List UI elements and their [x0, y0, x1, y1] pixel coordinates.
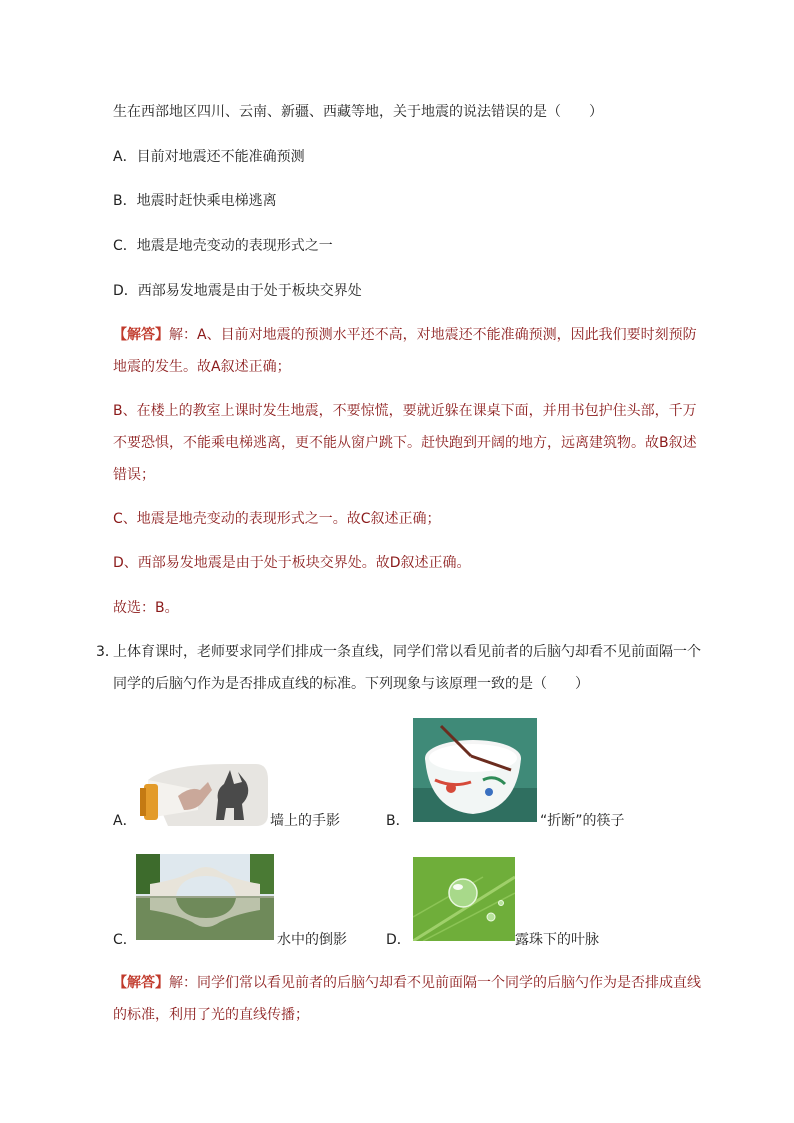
hand-shadow-image: [138, 760, 268, 828]
q2-answer-line2: 地震的发生。故A叙述正确；: [113, 359, 291, 375]
q2-answer-line1: [113, 324, 697, 344]
q2-answer-c: C、地震是地壳变动的表现形式之一。故C叙述正确；: [113, 511, 441, 527]
q3-option-b-letter: B．: [386, 813, 410, 829]
q3-stem-line2: 同学的后脑勺作为是否排成直线的标准。下列现象与该原理一致的是（ ）: [113, 676, 589, 692]
q2-option-b: B．地震时赶快乘电梯逃离: [113, 193, 277, 209]
q3-option-c-letter: C．: [113, 932, 137, 948]
q2-option-a: A．目前对地震还不能准确预测: [113, 149, 305, 165]
q2-answer-d: D、西部易发地震是由于处于板块交界处。故D叙述正确。: [113, 555, 471, 571]
answer-text: 解：A、目前对地震的预测水平还不高，对地震还不能准确预测，因此我们要时刻预防: [169, 327, 697, 343]
chopstick-bowl-image: [413, 718, 537, 822]
q2-answer-b1: B、在楼上的教室上课时发生地震，不要惊慌，要就近躲在课桌下面，并用书包护住头部，千万: [113, 403, 697, 419]
q3-option-a-letter: A．: [113, 813, 137, 829]
q2-answer-choice: 故选：B。: [113, 600, 179, 616]
q3-answer-line2: 的标准，利用了光的直线传播；: [113, 1007, 309, 1023]
q3-option-d-caption: 露珠下的叶脉: [515, 932, 599, 948]
dewdrop-leaf-image: [413, 857, 515, 941]
q3-option-b-caption: “折断”的筷子: [540, 813, 625, 829]
q3-number: 3．: [96, 644, 119, 660]
answer-tag: 【解答】: [113, 975, 169, 991]
q3-answer-line1: [113, 972, 701, 992]
q2-option-c: C．地震是地壳变动的表现形式之一: [113, 238, 333, 254]
q3-option-a-caption: 墙上的手影: [270, 813, 340, 829]
bridge-reflection-image: [136, 854, 274, 940]
q3-stem-line1: 上体育课时，老师要求同学们排成一条直线，同学们常以看见前者的后脑勺却看不见前面隔一个: [113, 644, 701, 660]
q2-answer-b2: 不要恐惧，不能乘电梯逃离，更不能从窗户跳下。赶快跑到开阔的地方，远离建筑物。故B叙述: [113, 435, 697, 451]
q2-answer-b3: 错误；: [113, 467, 155, 483]
q3-option-d-letter: D．: [386, 932, 411, 948]
q2-stem: 生在西部地区四川、云南、新疆、西藏等地，关于地震的说法错误的是（ ）: [113, 104, 603, 120]
answer-tag: 【解答】: [113, 327, 169, 343]
answer-text: 解：同学们常以看见前者的后脑勺却看不见前面隔一个同学的后脑勺作为是否排成直线: [169, 975, 701, 991]
q3-option-c-caption: 水中的倒影: [277, 932, 347, 948]
q2-option-d: D．西部易发地震是由于处于板块交界处: [113, 283, 362, 299]
